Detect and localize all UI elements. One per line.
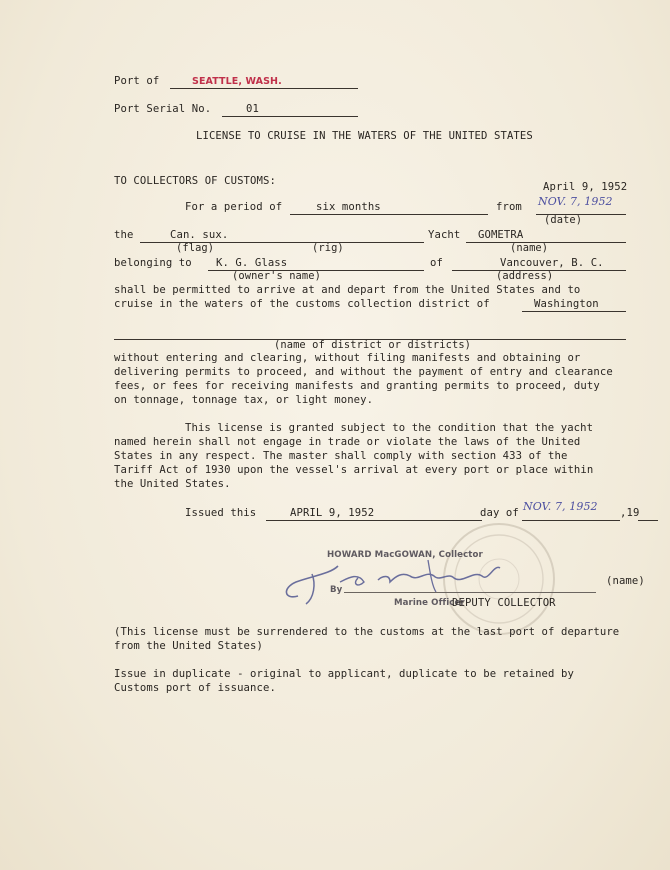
permission-line-5: fees, or fees for receiving manifests and granting permits to proceed, duty [114, 380, 600, 392]
owner-value: K. G. Glass [216, 257, 288, 269]
permission-line-6: on tonnage, tonnage tax, or light money. [114, 394, 374, 406]
district-caption: (name of district or districts) [274, 339, 472, 351]
port-serial-label: Port Serial No. [114, 103, 212, 115]
permission-line-2: cruise in the waters of the customs collection district of [114, 298, 490, 310]
name-caption: (name) [510, 242, 549, 254]
permission-line-3: without entering and clearing, without filing manifests and obtaining or [114, 352, 581, 364]
note-1-line-1: (This license must be surrendered to the customs at the last port of departure [114, 626, 620, 638]
day-of-handwritten: NOV. 7, 1952 [523, 500, 598, 513]
name-caption-signature: (name) [606, 575, 645, 587]
port-serial-value: 01 [246, 103, 259, 115]
port-of-line [170, 88, 358, 89]
addressee: TO COLLECTORS OF CUSTOMS: [114, 175, 276, 187]
period-value: six months [316, 201, 381, 213]
permission-line-1: shall be permitted to arrive at and depart from the United States and to [114, 284, 581, 296]
from-handwritten-date: NOV. 7, 1952 [538, 195, 613, 208]
stamp-by: By [330, 585, 343, 595]
flag-value: Can. sux. [170, 229, 229, 241]
issued-value: APRIL 9, 1952 [290, 507, 375, 519]
address-caption: (address) [496, 270, 554, 282]
port-of-stamp: SEATTLE, WASH. [192, 76, 282, 87]
address-value: Vancouver, B. C. [500, 257, 604, 269]
year-line [638, 520, 658, 521]
for-a-period-label: For a period of [185, 201, 283, 213]
owner-caption: (owner's name) [232, 270, 321, 282]
issued-label: Issued this [185, 507, 257, 519]
from-label: from [496, 201, 522, 213]
permission-line-4: delivering permits to proceed, and without the payment of entry and clearance [114, 366, 613, 378]
note-1-line-2: from the United States) [114, 640, 263, 652]
condition-line-1: This license is granted subject to the condition that the yacht [185, 422, 594, 434]
day-of-label: day of [480, 507, 519, 519]
condition-line-5: the United States. [114, 478, 231, 490]
vessel-name: GOMETRA [478, 229, 524, 241]
district-line-short [522, 311, 626, 312]
year-label: ,19 [620, 507, 640, 519]
condition-line-2: named herein shall not engage in trade or violate the laws of the United [114, 436, 581, 448]
period-line [290, 214, 488, 215]
of-label: of [430, 257, 443, 269]
the-label: the [114, 229, 134, 241]
port-serial-line [222, 116, 358, 117]
condition-line-4: Tariff Act of 1930 upon the vessel's arrival at every port or place within [114, 464, 594, 476]
note-2-line-2: Customs port of issuance. [114, 682, 276, 694]
license-title: LICENSE TO CRUISE IN THE WATERS OF THE UNITED STATES [196, 130, 533, 142]
district-value: Washington [534, 298, 599, 310]
signature-line [344, 592, 596, 593]
marine-officer-stamp: Marine Officer [394, 598, 465, 608]
flag-caption: (flag) [176, 242, 215, 254]
rig-caption: (rig) [312, 242, 344, 254]
date-top: April 9, 1952 [543, 181, 628, 193]
yacht-label: Yacht [428, 229, 461, 241]
date-caption: (date) [544, 214, 583, 226]
deputy-collector-label: DEPUTY COLLECTOR [452, 597, 556, 609]
collector-stamp: HOWARD MacGOWAN, Collector [327, 550, 483, 560]
port-of-label: Port of [114, 75, 160, 87]
belonging-label: belonging to [114, 257, 192, 269]
note-2-line-1: Issue in duplicate - original to applicant, duplicate to be retained by [114, 668, 574, 680]
condition-line-3: States in any respect. The master shall comply with section 433 of the [114, 450, 568, 462]
